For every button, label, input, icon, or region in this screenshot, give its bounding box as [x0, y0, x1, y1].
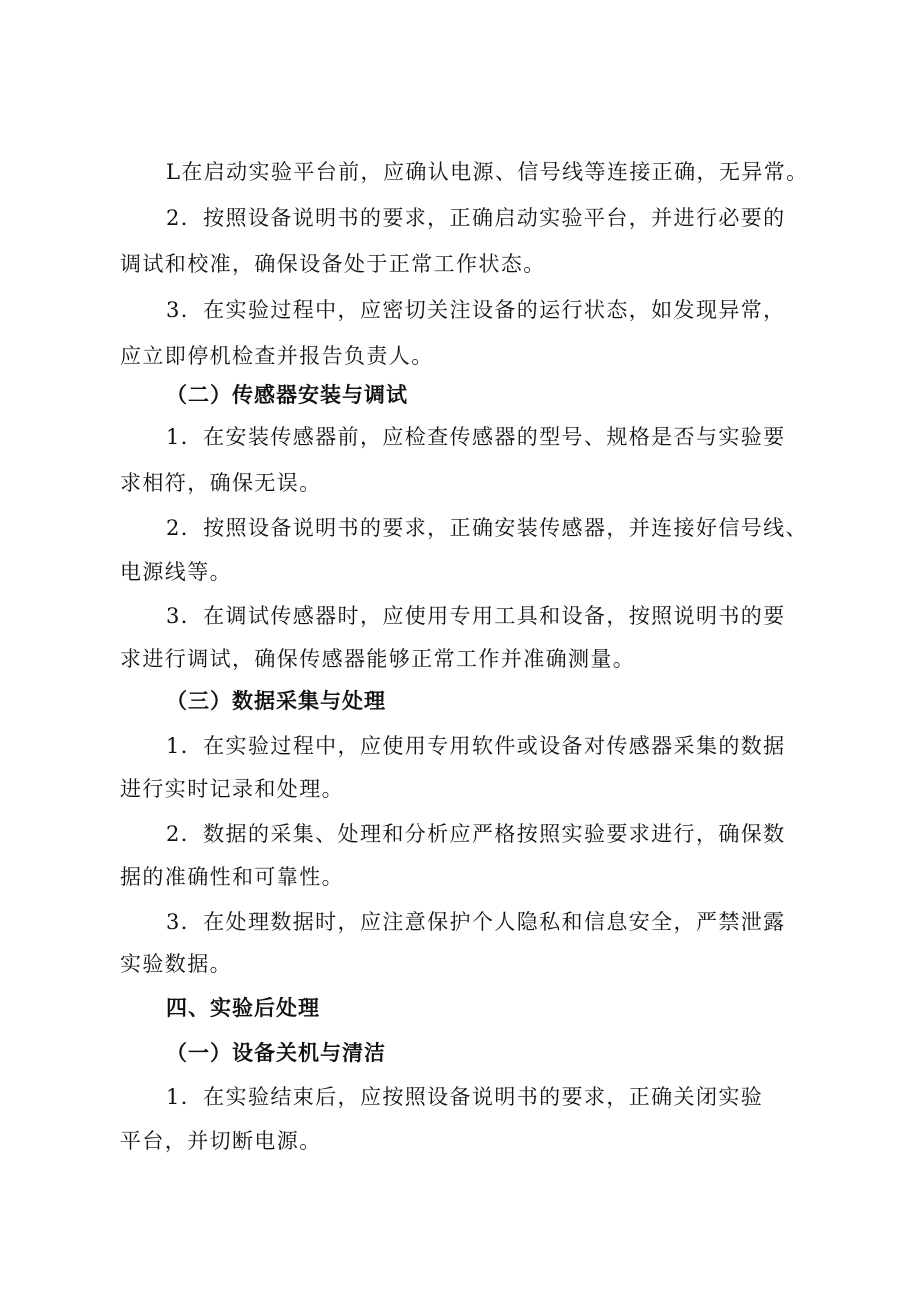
section-subheading: （二）传感器安装与调试 — [166, 382, 408, 407]
paragraph-line: 2．按照设备说明书的要求，正确安装传感器，并连接好信号线、 — [166, 516, 808, 540]
paragraph-line: 2．数据的采集、处理和分析应严格按照实验要求进行，确保数 — [166, 822, 786, 846]
paragraph-line: 实验数据。 — [120, 952, 232, 976]
paragraph-line: 调试和校准，确保设备处于正常工作状态。 — [120, 252, 546, 276]
section-subheading: （一）设备关机与清洁 — [166, 1040, 386, 1065]
paragraph-line: 1．在实验过程中，应使用专用软件或设备对传感器采集的数据 — [166, 734, 786, 758]
paragraph-line: 进行实时记录和处理。 — [120, 777, 344, 801]
section-subheading: （三）数据采集与处理 — [166, 688, 386, 713]
section-heading: 四、实验后处理 — [166, 995, 320, 1020]
paragraph-line: 2．按照设备说明书的要求，正确启动实验平台，并进行必要的 — [166, 206, 786, 230]
paragraph-line: 应立即停机检查并报告负责人。 — [120, 344, 434, 368]
paragraph-line: 3．在实验过程中，应密切关注设备的运行状态，如发现异常， — [166, 298, 786, 322]
paragraph-line: 电源线等。 — [120, 560, 232, 584]
paragraph-line: 据的准确性和可靠性。 — [120, 865, 344, 889]
paragraph-line: 1．在安装传感器前，应检查传感器的型号、规格是否与实验要 — [166, 425, 786, 449]
paragraph-line: 3．在处理数据时，应注意保护个人隐私和信息安全，严禁泄露 — [166, 910, 786, 934]
paragraph-line: 求相符，确保无误。 — [120, 471, 322, 495]
paragraph-line: 3．在调试传感器时，应使用专用工具和设备，按照说明书的要 — [166, 604, 786, 628]
paragraph-line: 平台，并切断电源。 — [120, 1129, 322, 1153]
paragraph-line: 求进行调试，确保传感器能够正常工作并准确测量。 — [120, 647, 636, 671]
paragraph-line: L在启动实验平台前，应确认电源、信号线等连接正确，无异常。 — [166, 160, 809, 184]
paragraph-line: 1．在实验结束后，应按照设备说明书的要求，正确关闭实验 — [166, 1085, 764, 1109]
